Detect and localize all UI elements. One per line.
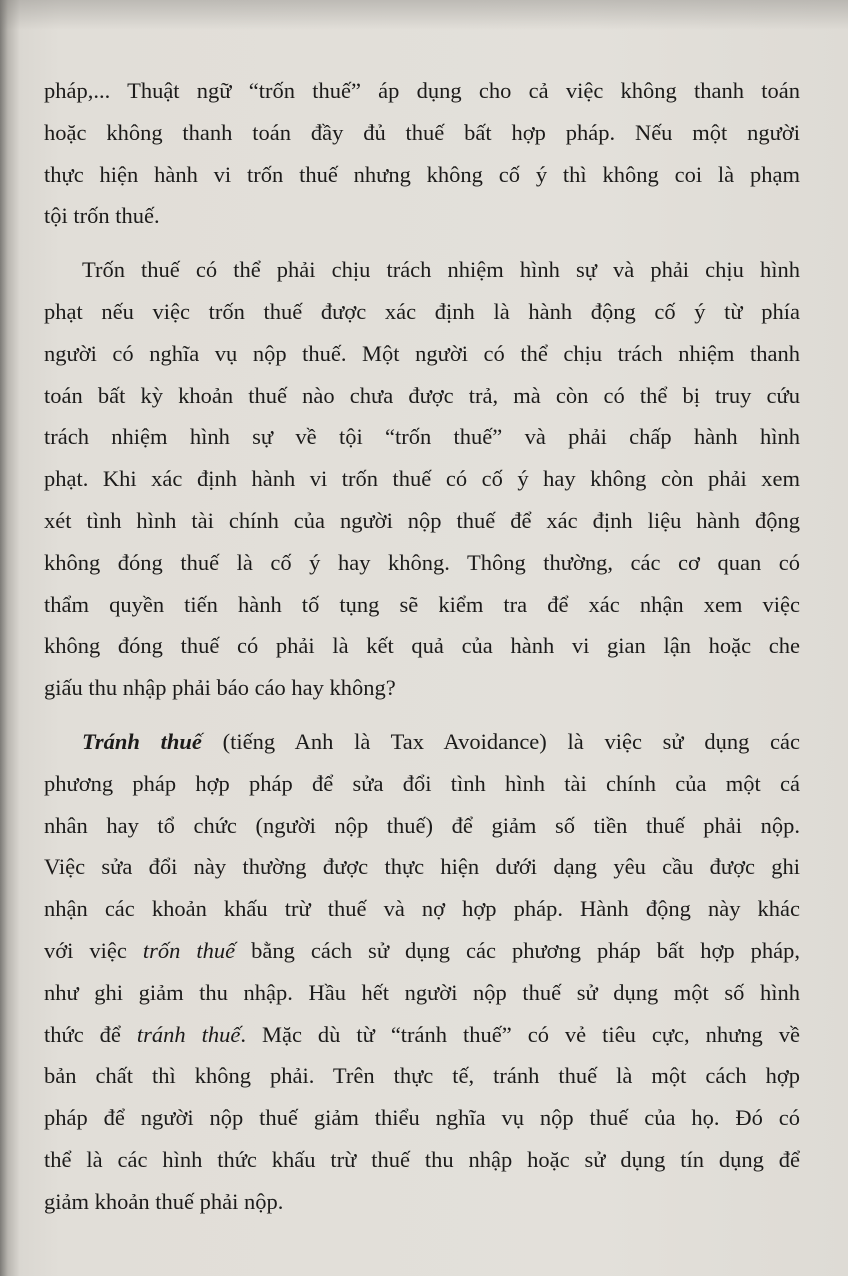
text-line — [44, 930, 800, 972]
text-line: pháp,... Thuật ngữ “trốn thuế” áp dụng cho cả việc không thanh toán — [44, 78, 800, 103]
text-line: phạt. Khi xác định hành vi trốn thuế có cố ý hay không còn phải xem — [44, 466, 800, 492]
body-text — [44, 70, 800, 1223]
text-line: thể là các hình thức khấu trừ thuế thu nhập hoặc sử dụng tín dụng để — [44, 1146, 800, 1172]
text-line: tội trốn thuế. — [44, 203, 160, 229]
term-tranh-thue-italic: tránh thuế — [136, 1021, 241, 1047]
paragraph-2 — [44, 249, 800, 709]
text-line: không đóng thuế là cố ý hay không. Thông thường, các cơ quan có — [44, 549, 800, 575]
text-line — [44, 721, 800, 763]
text-fragment: với việc — [44, 937, 127, 963]
text-line: giấu thu nhập phải báo cáo hay không? — [44, 675, 396, 701]
text-line: xét tình hình tài chính của người nộp thuế để xác định liệu hành động — [44, 507, 800, 533]
text-fragment: . Mặc dù từ “tránh thuế” có vẻ tiêu cực, nhưng về — [240, 1021, 801, 1047]
text-line: Việc sửa đổi này thường được thực hiện dưới dạng yêu cầu được ghi — [44, 854, 800, 880]
text-fragment: bằng cách sử dụng các phương pháp bất hợp pháp, — [251, 937, 801, 963]
page-top-shadow — [0, 0, 848, 30]
text-line: giảm khoản thuế phải nộp. — [44, 1188, 284, 1214]
text-fragment: (tiếng Anh là Tax Avoidance) là việc sử dụng các — [222, 728, 800, 754]
text-line: trách nhiệm hình sự về tội “trốn thuế” và phải chấp hành hình — [44, 424, 800, 450]
paragraph-3 — [44, 721, 800, 1223]
text-line: nhân hay tổ chức (người nộp thuế) để giảm số tiền thuế phải nộp. — [44, 812, 800, 838]
text-line: như ghi giảm thu nhập. Hầu hết người nộp thuế sử dụng một số hình — [44, 979, 800, 1005]
paragraph-1 — [44, 70, 800, 237]
text-line: thực hiện hành vi trốn thuế nhưng không cố ý thì không coi là phạm — [44, 161, 800, 187]
text-line: bản chất thì không phải. Trên thực tế, tránh thuế là một cách hợp — [44, 1063, 800, 1089]
text-line — [44, 1014, 800, 1056]
text-line: hoặc không thanh toán đầy đủ thuế bất hợp pháp. Nếu một người — [44, 119, 800, 145]
text-line: nhận các khoản khấu trừ thuế và nợ hợp pháp. Hành động này khác — [44, 896, 800, 922]
text-line: phạt nếu việc trốn thuế được xác định là hành động cố ý từ phía — [44, 298, 800, 324]
text-line: không đóng thuế có phải là kết quả của hành vi gian lận hoặc che — [44, 633, 800, 659]
text-fragment: thức để — [44, 1021, 121, 1047]
text-line: pháp để người nộp thuế giảm thiểu nghĩa vụ nộp thuế của họ. Đó có — [44, 1105, 800, 1131]
text-line: Trốn thuế có thể phải chịu trách nhiệm hình sự và phải chịu hình — [82, 257, 800, 283]
text-line: phương pháp hợp pháp để sửa đổi tình hình tài chính của một cá — [44, 770, 800, 796]
term-tron-thue: trốn thuế — [142, 937, 236, 963]
text-line: người có nghĩa vụ nộp thuế. Một người có thể chịu trách nhiệm thanh — [44, 340, 800, 366]
text-line: toán bất kỳ khoản thuế nào chưa được trả, mà còn có thể bị truy cứu — [44, 382, 800, 408]
term-tranh-thue: Tránh thuế — [82, 728, 202, 754]
text-line: thẩm quyền tiến hành tố tụng sẽ kiểm tra để xác nhận xem việc — [44, 591, 800, 617]
